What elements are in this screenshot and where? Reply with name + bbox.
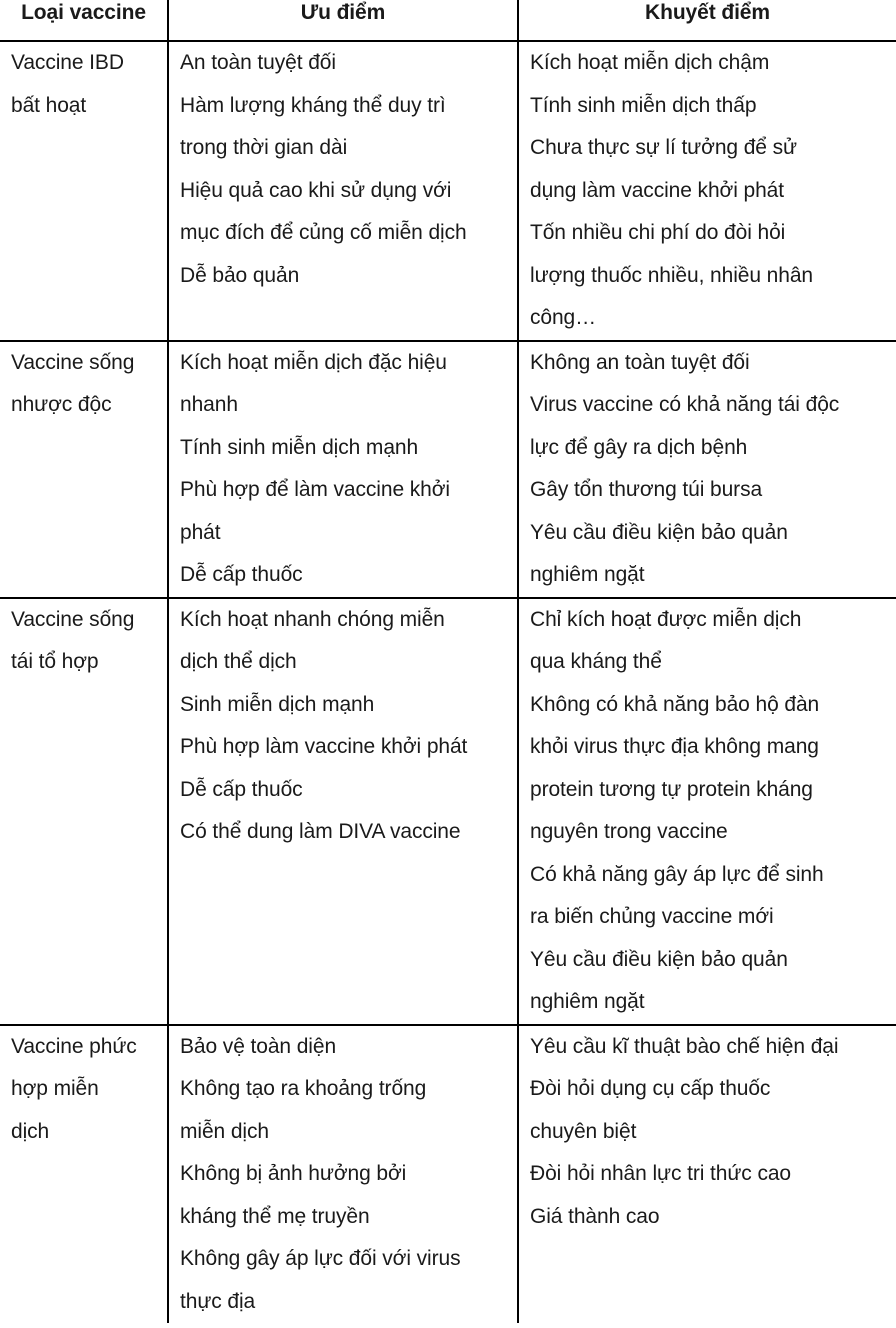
disadvantage-line: qua kháng thể xyxy=(530,650,662,673)
advantage-line: An toàn tuyệt đối xyxy=(180,51,336,74)
vaccine-type-cell xyxy=(0,598,168,1025)
disadvantages-cell xyxy=(518,41,896,341)
table-row xyxy=(0,598,896,1025)
disadvantage-line: Tốn nhiều chi phí do đòi hỏi xyxy=(530,221,786,244)
advantage-line: nhanh xyxy=(180,393,238,416)
header-advantages: Ưu điểm xyxy=(168,0,518,41)
advantage-line: Kích hoạt miễn dịch đặc hiệu xyxy=(180,350,447,374)
advantage-line: Phù hợp để làm vaccine khởi xyxy=(180,478,450,501)
disadvantages-cell xyxy=(518,341,896,598)
advantage-line: Phù hợp làm vaccine khởi phát xyxy=(180,735,468,758)
advantage-line: Bảo vệ toàn diện xyxy=(180,1034,337,1058)
vaccine-type-line: bất hoạt xyxy=(11,93,87,117)
header-disadvantages: Khuyết điểm xyxy=(518,0,896,41)
disadvantage-line: ra biến chủng vaccine mới xyxy=(530,905,774,928)
advantage-line: trong thời gian dài xyxy=(180,136,348,159)
advantage-line: Hàm lượng kháng thể duy trì xyxy=(180,93,446,117)
advantage-line: Không tạo ra khoảng trống xyxy=(180,1077,427,1100)
vaccine-type-cell xyxy=(0,1025,168,1324)
vaccine-type-line: nhược độc xyxy=(11,393,112,416)
disadvantages-cell xyxy=(518,1025,896,1324)
table-row xyxy=(0,341,896,598)
disadvantage-line: nguyên trong vaccine xyxy=(530,820,728,843)
advantage-line: dịch thể dịch xyxy=(180,650,297,673)
disadvantage-line: Không có khả năng bảo hộ đàn xyxy=(530,692,820,716)
advantage-line: Không bị ảnh hưởng bởi xyxy=(180,1162,407,1185)
disadvantage-line: Chưa thực sự lí tưởng để sử xyxy=(530,136,797,159)
disadvantage-line: Yêu cầu điều kiện bảo quản xyxy=(530,947,788,971)
disadvantage-line: lực để gây ra dịch bệnh xyxy=(530,435,748,459)
disadvantage-line: Tính sinh miễn dịch thấp xyxy=(530,93,757,117)
disadvantage-line: nghiêm ngặt xyxy=(530,563,645,586)
header-vaccine-type: Loại vaccine xyxy=(0,0,168,41)
disadvantage-line: protein tương tự protein kháng xyxy=(530,777,813,801)
vaccine-type-line: tái tổ hợp xyxy=(11,650,99,673)
disadvantage-line: Giá thành cao xyxy=(530,1204,660,1228)
vaccine-type-line: hợp miễn xyxy=(11,1077,99,1100)
vaccine-type-line: dịch xyxy=(11,1119,50,1143)
advantage-line: Sinh miễn dịch mạnh xyxy=(180,692,375,716)
disadvantage-line: Chỉ kích hoạt được miễn dịch xyxy=(530,607,802,631)
advantage-line: Không gây áp lực đối với virus xyxy=(180,1247,461,1270)
vaccine-type-line: Vaccine IBD xyxy=(11,51,124,74)
advantage-line: miễn dịch xyxy=(180,1119,269,1143)
advantage-line: Kích hoạt nhanh chóng miễn xyxy=(180,607,445,631)
disadvantage-line: khỏi virus thực địa không mang xyxy=(530,735,819,758)
advantages-cell xyxy=(168,598,518,1025)
disadvantage-line: Virus vaccine có khả năng tái độc xyxy=(530,393,840,416)
disadvantages-cell xyxy=(518,598,896,1025)
disadvantage-line: công… xyxy=(530,306,597,329)
table-row xyxy=(0,1025,896,1324)
disadvantage-line: Yêu cầu kĩ thuật bào chế hiện đại xyxy=(530,1034,839,1058)
vaccine-type-line: Vaccine sống xyxy=(11,607,135,631)
advantages-cell xyxy=(168,341,518,598)
disadvantage-line: dụng làm vaccine khởi phát xyxy=(530,178,784,202)
disadvantage-line: nghiêm ngặt xyxy=(530,990,645,1013)
advantage-line: Có thể dung làm DIVA vaccine xyxy=(180,820,461,843)
vaccine-type-line: Vaccine sống xyxy=(11,350,135,374)
disadvantage-line: lượng thuốc nhiều, nhiều nhân xyxy=(530,263,813,287)
disadvantage-line: Đòi hỏi dụng cụ cấp thuốc xyxy=(530,1077,771,1100)
disadvantage-line: Đòi hỏi nhân lực tri thức cao xyxy=(530,1162,792,1185)
advantage-line: Hiệu quả cao khi sử dụng với xyxy=(180,178,452,202)
disadvantage-line: chuyên biệt xyxy=(530,1119,637,1143)
vaccine-type-cell xyxy=(0,41,168,341)
advantage-line: mục đích để củng cố miễn dịch xyxy=(180,221,467,244)
disadvantage-line: Gây tổn thương túi bursa xyxy=(530,478,763,501)
advantage-line: Dễ bảo quản xyxy=(180,263,300,287)
advantage-line: Dễ cấp thuốc xyxy=(180,777,303,801)
disadvantage-line: Yêu cầu điều kiện bảo quản xyxy=(530,520,788,544)
advantages-cell xyxy=(168,1025,518,1324)
advantages-cell xyxy=(168,41,518,341)
advantage-line: phát xyxy=(180,520,221,544)
advantage-line: Tính sinh miễn dịch mạnh xyxy=(180,435,419,459)
vaccine-type-cell xyxy=(0,341,168,598)
advantage-line: Dễ cấp thuốc xyxy=(180,563,303,586)
advantage-line: kháng thể mẹ truyền xyxy=(180,1204,370,1228)
advantage-line: thực địa xyxy=(180,1289,256,1313)
vaccine-type-line: Vaccine phức xyxy=(11,1034,137,1058)
disadvantage-line: Kích hoạt miễn dịch chậm xyxy=(530,51,770,74)
header-row xyxy=(0,0,896,41)
table-row xyxy=(0,41,896,341)
disadvantage-line: Có khả năng gây áp lực để sinh xyxy=(530,862,824,886)
disadvantage-line: Không an toàn tuyệt đối xyxy=(530,350,750,374)
